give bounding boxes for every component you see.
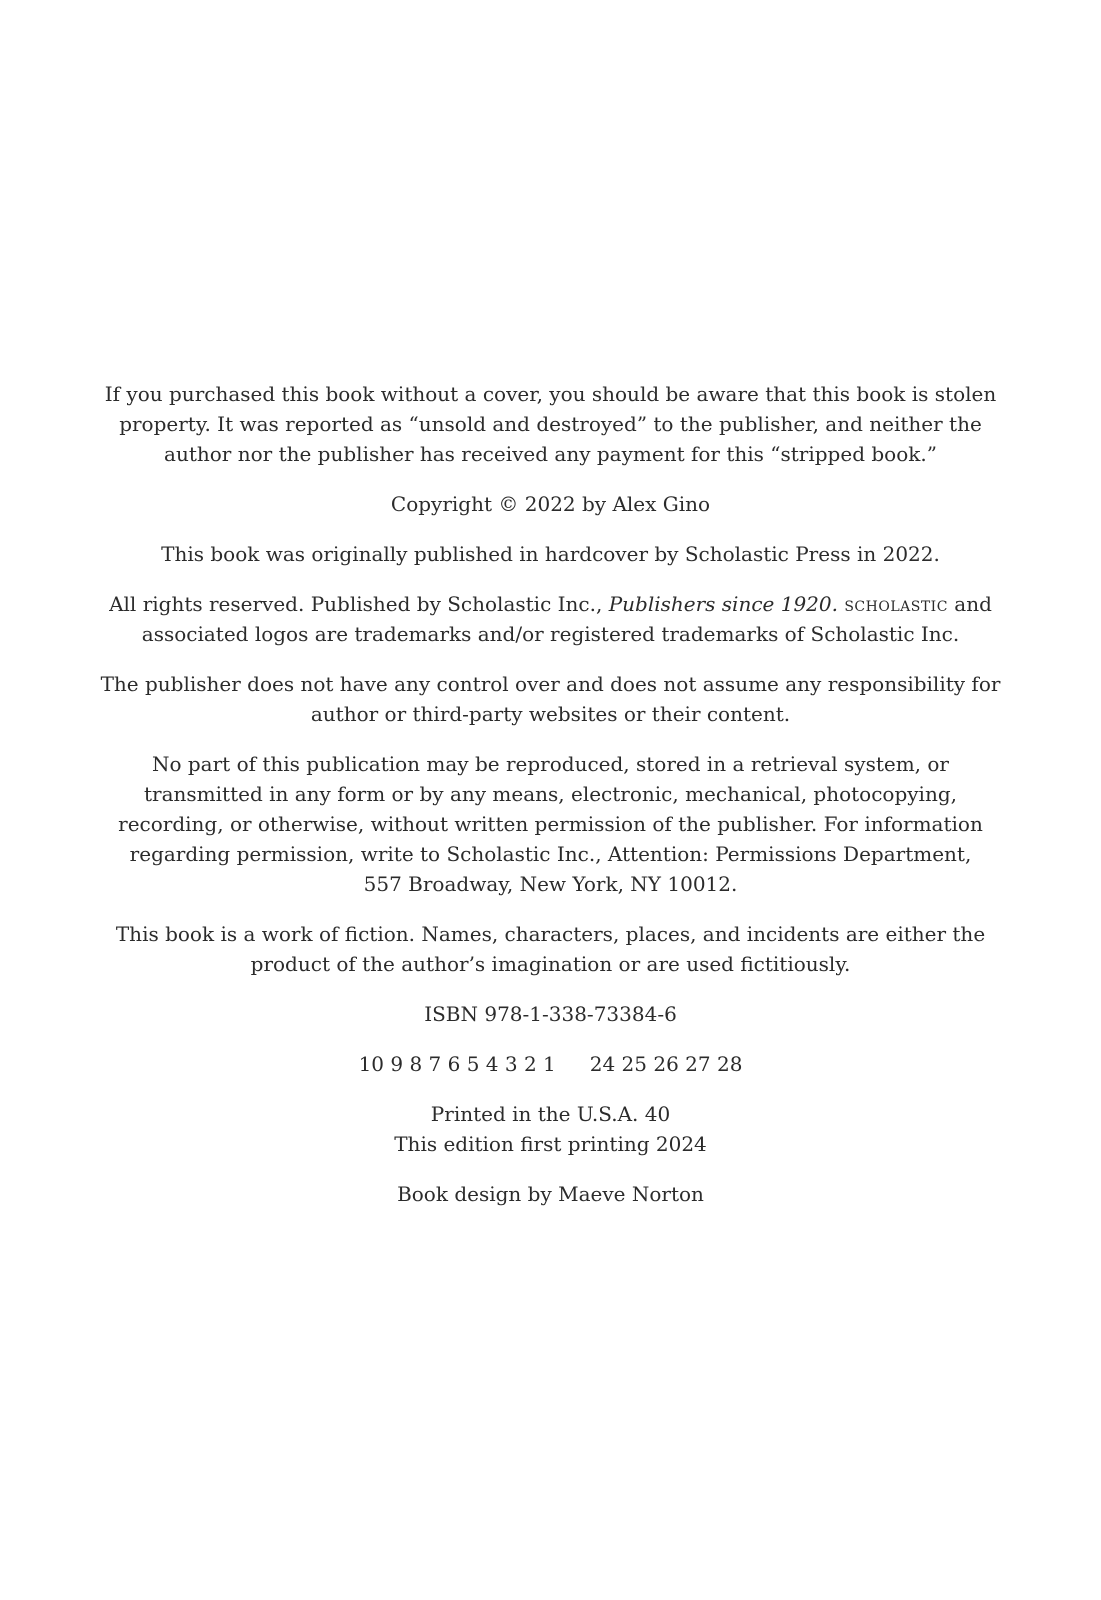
stripped-book-line: author nor the publisher has received any payment for this “stripped book.” xyxy=(164,442,937,466)
copyright-line: Copyright © 2022 by Alex Gino xyxy=(390,492,711,516)
rights-notice xyxy=(100,589,1001,649)
original-publication-line: This book was originally published in hardcover by Scholastic Press in 2022. xyxy=(161,542,940,566)
third-party-notice xyxy=(100,669,1001,729)
rights-line-1 xyxy=(100,589,1001,619)
publishers-since-tagline: Publishers since 1920. xyxy=(608,592,838,616)
fiction-line: product of the author’s imagination or are used fictitiously. xyxy=(250,952,851,976)
third-party-line: author or third-party websites or their content. xyxy=(310,702,791,726)
isbn-line: ISBN 978-1-338-73384-6 xyxy=(424,1002,677,1026)
printing-numbers: 10 9 8 7 6 5 4 3 2 1 xyxy=(358,1052,556,1076)
fiction-line: This book is a work of fiction. Names, characters, places, and incidents are either the xyxy=(115,922,986,946)
copyright-notice-block xyxy=(100,379,1001,1229)
rights-text-end: and xyxy=(954,592,992,616)
rights-text-start: All rights reserved. Published by Scholastic Inc., xyxy=(109,592,609,616)
reproduction-line: recording, or otherwise, without written permission of the publisher. For information xyxy=(118,812,983,836)
printing-years: 24 25 26 27 28 xyxy=(589,1052,743,1076)
reproduction-line: regarding permission, write to Scholastic Inc., Attention: Permissions Department, xyxy=(129,842,972,866)
printed-in-line: Printed in the U.S.A. 40 xyxy=(430,1102,671,1126)
stripped-book-notice xyxy=(100,379,1001,469)
stripped-book-line: If you purchased this book without a cover, you should be aware that this book is stolen xyxy=(104,382,997,406)
reproduction-line: 557 Broadway, New York, NY 10012. xyxy=(363,872,738,896)
edition-printing-line: This edition first printing 2024 xyxy=(394,1132,707,1156)
stripped-book-line: property. It was reported as “unsold and destroyed” to the publisher, and neither the xyxy=(119,412,982,436)
third-party-line: The publisher does not have any control over and does not assume any responsibility for xyxy=(100,672,1001,696)
reproduction-line: transmitted in any form or by any means, electronic, mechanical, photocopying, xyxy=(144,782,957,806)
rights-line-2: associated logos are trademarks and/or registered trademarks of Scholastic Inc. xyxy=(141,622,960,646)
print-line xyxy=(100,1049,1001,1079)
fiction-notice xyxy=(100,919,1001,979)
reproduction-line: No part of this publication may be reproduced, stored in a retrieval system, or xyxy=(151,752,949,776)
book-design-credit: Book design by Maeve Norton xyxy=(397,1182,704,1206)
printing-info xyxy=(100,1099,1001,1159)
scholastic-trademark: scholastic xyxy=(844,592,948,616)
reproduction-notice xyxy=(100,749,1001,899)
